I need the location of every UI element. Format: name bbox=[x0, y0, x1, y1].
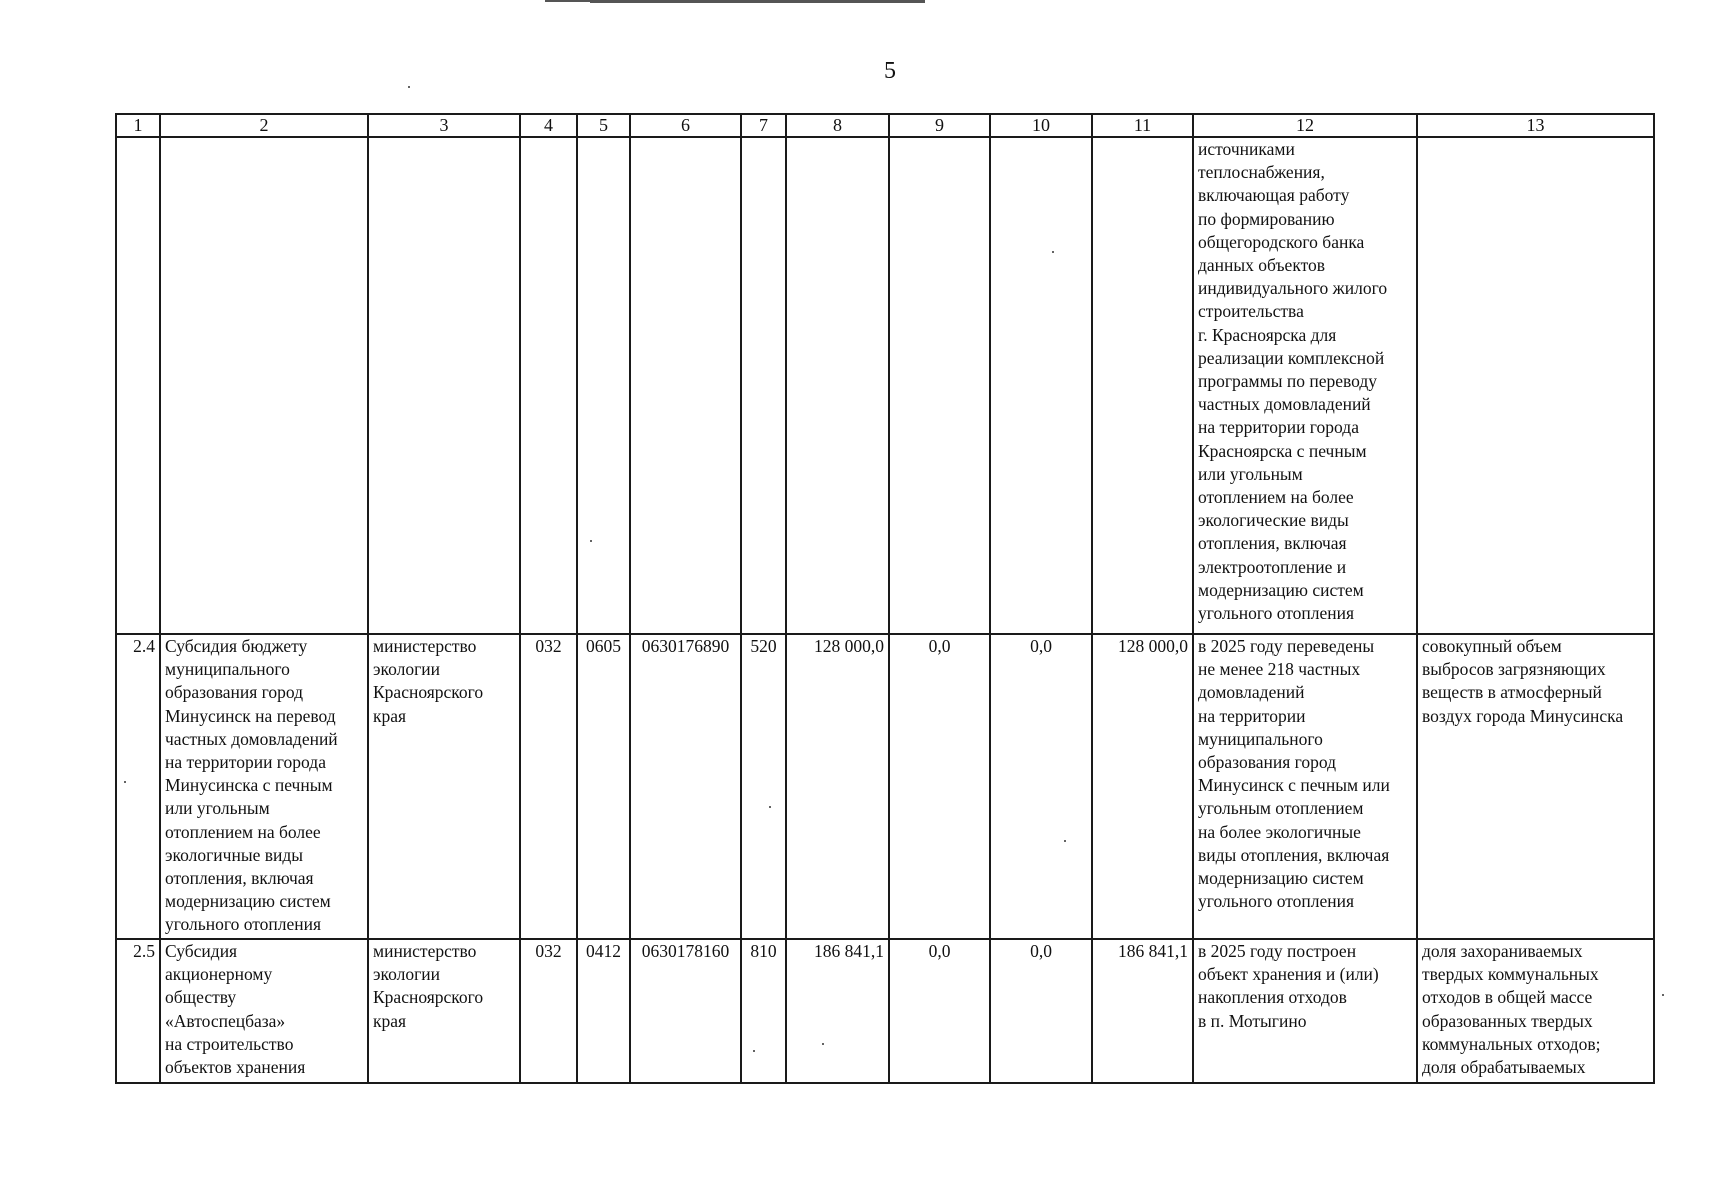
administrator-cell: министерство экологии Красноярского края bbox=[368, 634, 520, 939]
amount-cell: 0,0 bbox=[889, 634, 990, 939]
table-header-row bbox=[116, 114, 1654, 137]
code-cell: 0630176890 bbox=[630, 634, 741, 939]
row-number-cell: 2.5 bbox=[116, 939, 160, 1083]
column-header: 9 bbox=[889, 114, 990, 137]
table-row bbox=[116, 634, 1654, 939]
amount-cell: 128 000,0 bbox=[1092, 634, 1193, 939]
column-header: 6 bbox=[630, 114, 741, 137]
table-cell bbox=[368, 137, 520, 634]
table-cell bbox=[1417, 137, 1654, 634]
code-cell: 810 bbox=[741, 939, 786, 1083]
scan-speck bbox=[1662, 994, 1664, 996]
column-header: 12 bbox=[1193, 114, 1417, 137]
column-header: 8 bbox=[786, 114, 889, 137]
row-number-cell: 2.4 bbox=[116, 634, 160, 939]
amount-cell: 128 000,0 bbox=[786, 634, 889, 939]
scan-speck bbox=[753, 1050, 755, 1052]
scan-speck bbox=[590, 540, 592, 542]
table-row bbox=[116, 137, 1654, 634]
code-cell: 520 bbox=[741, 634, 786, 939]
column-header: 5 bbox=[577, 114, 630, 137]
column-header: 4 bbox=[520, 114, 577, 137]
code-cell: 0605 bbox=[577, 634, 630, 939]
code-cell: 0630178160 bbox=[630, 939, 741, 1083]
table-cell bbox=[786, 137, 889, 634]
indicator-cell: доля захораниваемых твердых коммунальных отходов в общей массе образованных твердых коммунальных отходов; доля обрабатываемых bbox=[1417, 939, 1654, 1083]
administrator-cell: министерство экологии Красноярского края bbox=[368, 939, 520, 1083]
scan-speck bbox=[822, 1043, 824, 1045]
code-cell: 032 bbox=[520, 939, 577, 1083]
column-header: 2 bbox=[160, 114, 368, 137]
measure-name-cell: Субсидия бюджету муниципального образования город Минусинск на перевод частных домовладений на территории города Минусинска с печным или угольным отоплением на более экологичные виды отопления, включая модернизацию систем угольного отопления bbox=[160, 634, 368, 939]
column-header: 1 bbox=[116, 114, 160, 137]
column-header: 3 bbox=[368, 114, 520, 137]
result-description-cell: источниками теплоснабжения, включающая работу по формированию общегородского банка данных объектов индивидуального жилого строительства г. Красноярска для реализации комплексной программы по переводу частных домовладений на территории города Красноярска с печным или угольным отоплением на более экологические виды отопления, включая электроотопление и модернизацию систем угольного отопления bbox=[1193, 137, 1417, 634]
scan-speck bbox=[1064, 840, 1066, 842]
indicator-cell: совокупный объем выбросов загрязняющих веществ в атмосферный воздух города Минусинска bbox=[1417, 634, 1654, 939]
table-cell bbox=[160, 137, 368, 634]
amount-cell: 0,0 bbox=[990, 939, 1092, 1083]
table-cell bbox=[630, 137, 741, 634]
amount-cell: 0,0 bbox=[990, 634, 1092, 939]
column-header: 11 bbox=[1092, 114, 1193, 137]
column-header: 10 bbox=[990, 114, 1092, 137]
column-header: 13 bbox=[1417, 114, 1654, 137]
page-number: 5 bbox=[884, 58, 896, 84]
table-row bbox=[116, 939, 1654, 1083]
table-cell bbox=[990, 137, 1092, 634]
result-description-cell: в 2025 году переведены не менее 218 частных домовладений на территории муниципального образования город Минусинск с печным или угольным отоплением на более экологичные виды отопления, включая модернизацию систем угольного отопления bbox=[1193, 634, 1417, 939]
amount-cell: 186 841,1 bbox=[1092, 939, 1193, 1083]
amount-cell: 0,0 bbox=[889, 939, 990, 1083]
table-cell bbox=[520, 137, 577, 634]
column-header: 7 bbox=[741, 114, 786, 137]
scan-speck bbox=[408, 86, 410, 88]
scan-speck bbox=[124, 781, 126, 783]
scan-speck bbox=[1052, 251, 1054, 253]
code-cell: 0412 bbox=[577, 939, 630, 1083]
scan-speck bbox=[769, 806, 771, 808]
table-cell bbox=[1092, 137, 1193, 634]
table-cell bbox=[741, 137, 786, 634]
code-cell: 032 bbox=[520, 634, 577, 939]
table-cell bbox=[116, 137, 160, 634]
table-cell bbox=[577, 137, 630, 634]
scan-artifact-line bbox=[590, 2, 925, 3]
table-cell bbox=[889, 137, 990, 634]
result-description-cell: в 2025 году построен объект хранения и (или) накопления отходов в п. Мотыгино bbox=[1193, 939, 1417, 1083]
measure-name-cell: Субсидия акционерному обществу «Автоспецбаза» на строительство объектов хранения bbox=[160, 939, 368, 1083]
data-table bbox=[115, 113, 1655, 1084]
amount-cell: 186 841,1 bbox=[786, 939, 889, 1083]
